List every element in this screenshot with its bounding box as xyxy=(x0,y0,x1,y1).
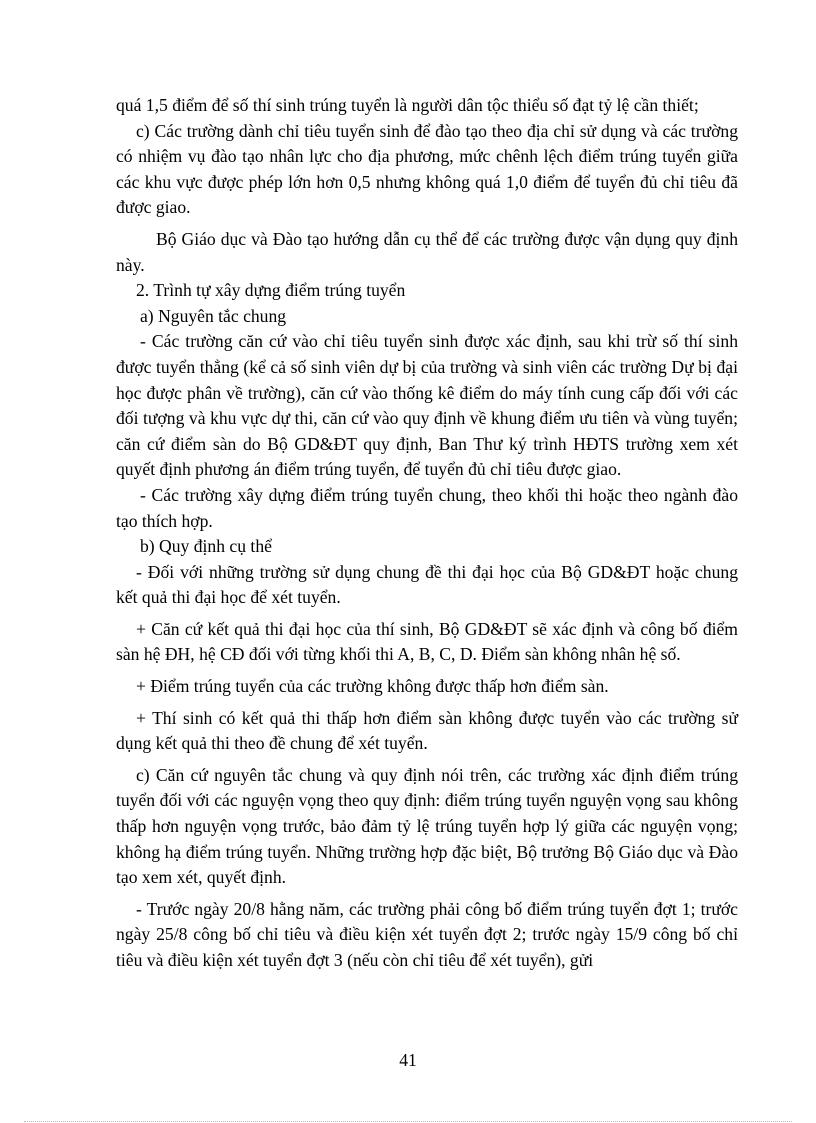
paragraph-continuation: quá 1,5 điểm để số thí sinh trúng tuyển là người dân tộc thiểu số đạt tỷ lệ cần thiết; xyxy=(116,95,699,115)
document-body xyxy=(116,93,738,974)
subsection-heading-a: a) Nguyên tắc chung xyxy=(140,305,287,326)
paragraph-bullet: - Trước ngày 20/8 hằng năm, các trường phải công bố điểm trúng tuyển đợt 1; trước ngày 25/8 công bố chỉ tiêu và điều kiện xét tuyển đợt 2; trước ngày 15/9 công bố chỉ tiêu và điều kiện xét tuyển đợt 3 (nếu còn chỉ tiêu để xét tuyển), gửi xyxy=(116,898,738,970)
section-heading-2: 2. Trình tự xây dựng điểm trúng tuyển xyxy=(136,280,406,301)
paragraph-bullet: - Các trường căn cứ vào chỉ tiêu tuyển sinh được xác định, sau khi trừ số thí sinh được tuyển thẳng (kể cả số sinh viên dự bị của trường và sinh viên các trường Dự bị đại học được phân về trường), căn cứ vào thống kê điểm do máy tính cung cấp đối với các đối tượng và khu vực dự thi, căn cứ vào quy định về khung điểm ưu tiên và vùng tuyển; căn cứ điểm sàn do Bộ GD&ĐT quy định, Ban Thư ký trình HĐTS trường xem xét quyết định phương án điểm trúng tuyển, để tuyển đủ chỉ tiêu được giao. xyxy=(116,331,738,480)
paragraph-plus-item: + Thí sinh có kết quả thi thấp hơn điểm sàn không được tuyển vào các trường sử dụng kết quả thi theo đề chung để xét tuyển. xyxy=(116,707,738,754)
paragraph-plus-item: + Điểm trúng tuyển của các trường không được thấp hơn điểm sàn. xyxy=(136,676,609,697)
paragraph-ministry-guidance: Bộ Giáo dục và Đào tạo hướng dẫn cụ thể để các trường được vận dụng quy định này. xyxy=(116,228,738,275)
paragraph-bullet: - Các trường xây dựng điểm trúng tuyển chung, theo khối thi hoặc theo ngành đào tạo thích hợp. xyxy=(116,484,738,531)
paragraph-bullet: - Đối với những trường sử dụng chung đề thi đại học của Bộ GD&ĐT hoặc chung kết quả thi đại học để xét tuyển. xyxy=(116,561,738,608)
paragraph-clause-c-2: c) Căn cứ nguyên tắc chung và quy định nói trên, các trường xác định điểm trúng tuyển đối với các nguyện vọng theo quy định: điểm trúng tuyển nguyện vọng sau không thấp hơn nguyện vọng trước, bảo đảm tỷ lệ trúng tuyển hợp lý giữa các nguyện vọng; không hạ điểm trúng tuyển. Những trường hợp đặc biệt, Bộ trưởng Bộ Giáo dục và Đào tạo xem xét, quyết định. xyxy=(116,764,738,888)
subsection-heading-b: b) Quy định cụ thể xyxy=(140,536,272,557)
page-number: 41 xyxy=(399,1050,417,1070)
paragraph-plus-item: + Căn cứ kết quả thi đại học của thí sinh, Bộ GD&ĐT sẽ xác định và công bố điểm sàn hệ ĐH, hệ CĐ đối với từng khối thi A, B, C, D. Điểm sàn không nhân hệ số. xyxy=(116,618,738,665)
page-bottom-divider xyxy=(24,1121,792,1122)
paragraph-clause-c: c) Các trường dành chỉ tiêu tuyển sinh để đào tạo theo địa chỉ sử dụng và các trường có nhiệm vụ đào tạo nhân lực cho địa phương, mức chênh lệch điểm trúng tuyển giữa các khu vực được phép lớn hơn 0,5 nhưng không quá 1,0 điểm để tuyển đủ chỉ tiêu đã được giao. xyxy=(116,120,738,218)
